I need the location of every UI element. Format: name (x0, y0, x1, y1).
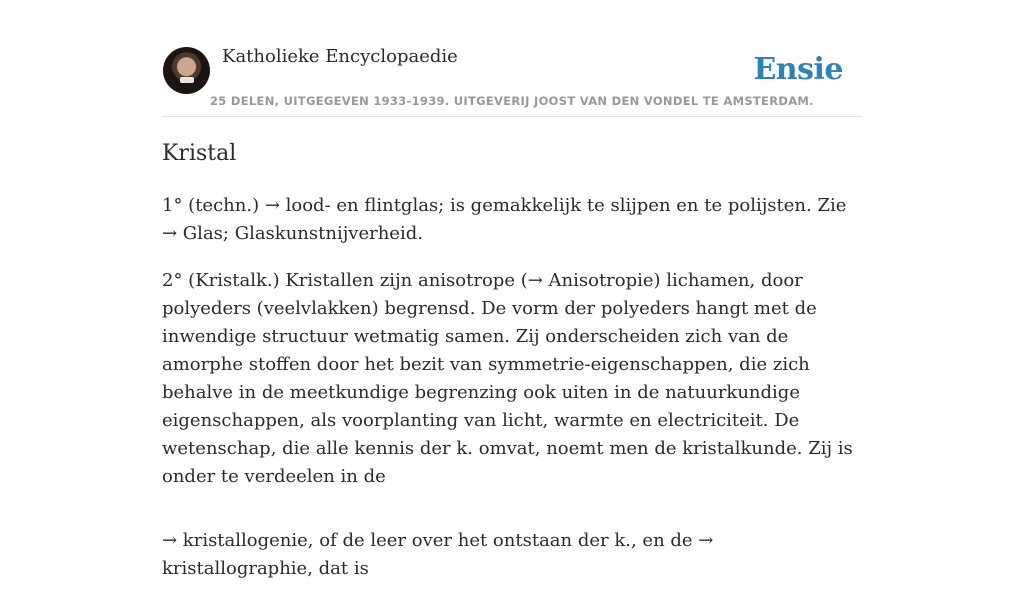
source-title[interactable]: Katholieke Encyclopaedie (222, 46, 458, 67)
paragraph-subdivision: → kristallogenie, of de leer over het ontstaan der k., en de → kristallographie, dat is (162, 530, 714, 579)
source-subtitle: 25 DELEN, UITGEGEVEN 1933-1939. UITGEVERIJ JOOST VAN DEN VONDEL TE AMSTERDAM. (210, 94, 814, 108)
avatar-collar (180, 77, 194, 83)
paragraph-technical: 1° (techn.) → lood- en flintglas; is gemakkelijk te slijpen en te polijsten. Zie → Glas; Glaskunstnijverheid. (162, 195, 847, 244)
paragraph-crystallography: 2° (Kristalk.) Kristallen zijn anisotrope (→ Anisotropie) lichamen, door polyeders (veelvlakken) begrensd. De vorm der polyeders hangt met de inwendige structuur wetmatig samen. Zij onderscheiden zich van de amorphe stoffen door het bezit van symmetrie-eigenschappen, die zich behalve in de meetkundige begrenzing ook uiten in de natuurkundige eigenschappen, als voorplanting van licht, warmte en electriciteit. De wetenschap, die alle kennis der k. omvat, noemt men de kristalkunde. Zij is onder te verdeelen in de (162, 270, 853, 487)
ensie-logo[interactable]: Ensie (753, 52, 843, 87)
portrait-avatar-icon[interactable] (163, 47, 210, 94)
article-body (162, 192, 862, 602)
page (162, 0, 862, 579)
source-header (162, 0, 862, 117)
article-title: Kristal (162, 141, 237, 166)
